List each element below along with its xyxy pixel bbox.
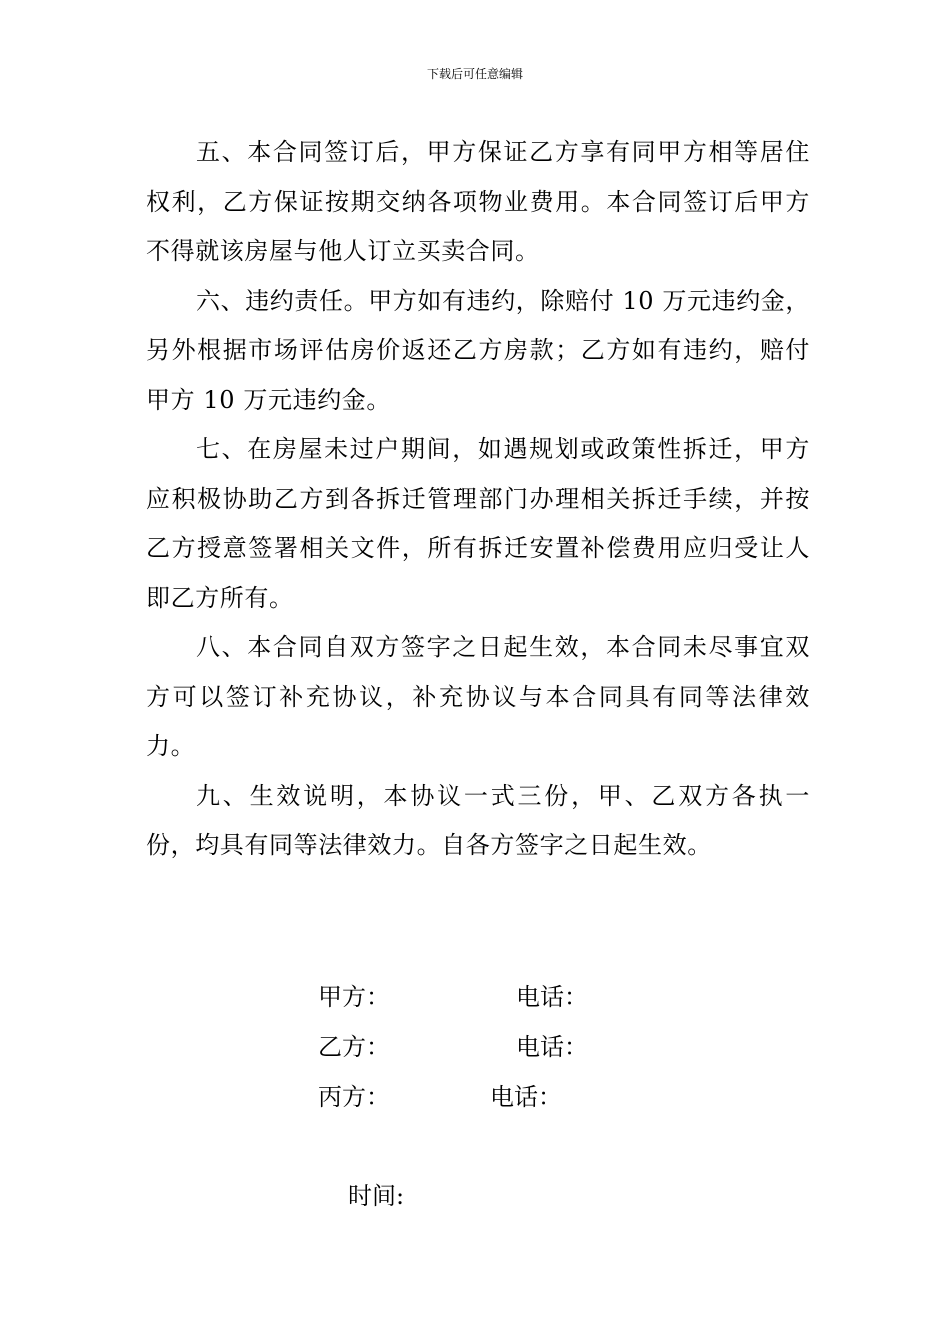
clause-6: 六、违约责任。甲方如有违约，除赔付 10 万元违约金，另外根据市场评估房价返还乙方房款；乙方如有违约，赔付甲方 10 万元违约金。 — [146, 286, 810, 414]
time-label: 时间: — [348, 1182, 405, 1210]
contract-body — [146, 128, 810, 871]
clause-8: 八、本合同自双方签字之日起生效，本合同未尽事宜双方可以签订补充协议，补充协议与本合同具有同等法律效力。 — [146, 633, 810, 760]
party-c-phone-label: 电话： — [490, 1083, 562, 1111]
page-header: 下载后可任意编辑 — [426, 67, 523, 81]
clause-5: 五、本合同签订后，甲方保证乙方享有同甲方相等居住权利，乙方保证按期交纳各项物业费用。本合同签订后甲方不得就该房屋与他人订立买卖合同。 — [146, 138, 810, 265]
party-c-label: 丙方： — [318, 1083, 390, 1111]
party-a-phone-label: 电话： — [516, 983, 588, 1011]
party-a-label: 甲方： — [318, 983, 390, 1011]
clause-7: 七、在房屋未过户期间，如遇规划或政策性拆迁，甲方应积极协助乙方到各拆迁管理部门办理相关拆迁手续，并按乙方授意签署相关文件，所有拆迁安置补偿费用应归受让人即乙方所有。 — [146, 435, 810, 612]
party-b-phone-label: 电话： — [516, 1033, 588, 1061]
clause-9: 九、生效说明，本协议一式三份，甲、乙双方各执一份，均具有同等法律效力。自各方签字之日起生效。 — [146, 781, 810, 859]
party-b-label: 乙方： — [318, 1033, 390, 1061]
